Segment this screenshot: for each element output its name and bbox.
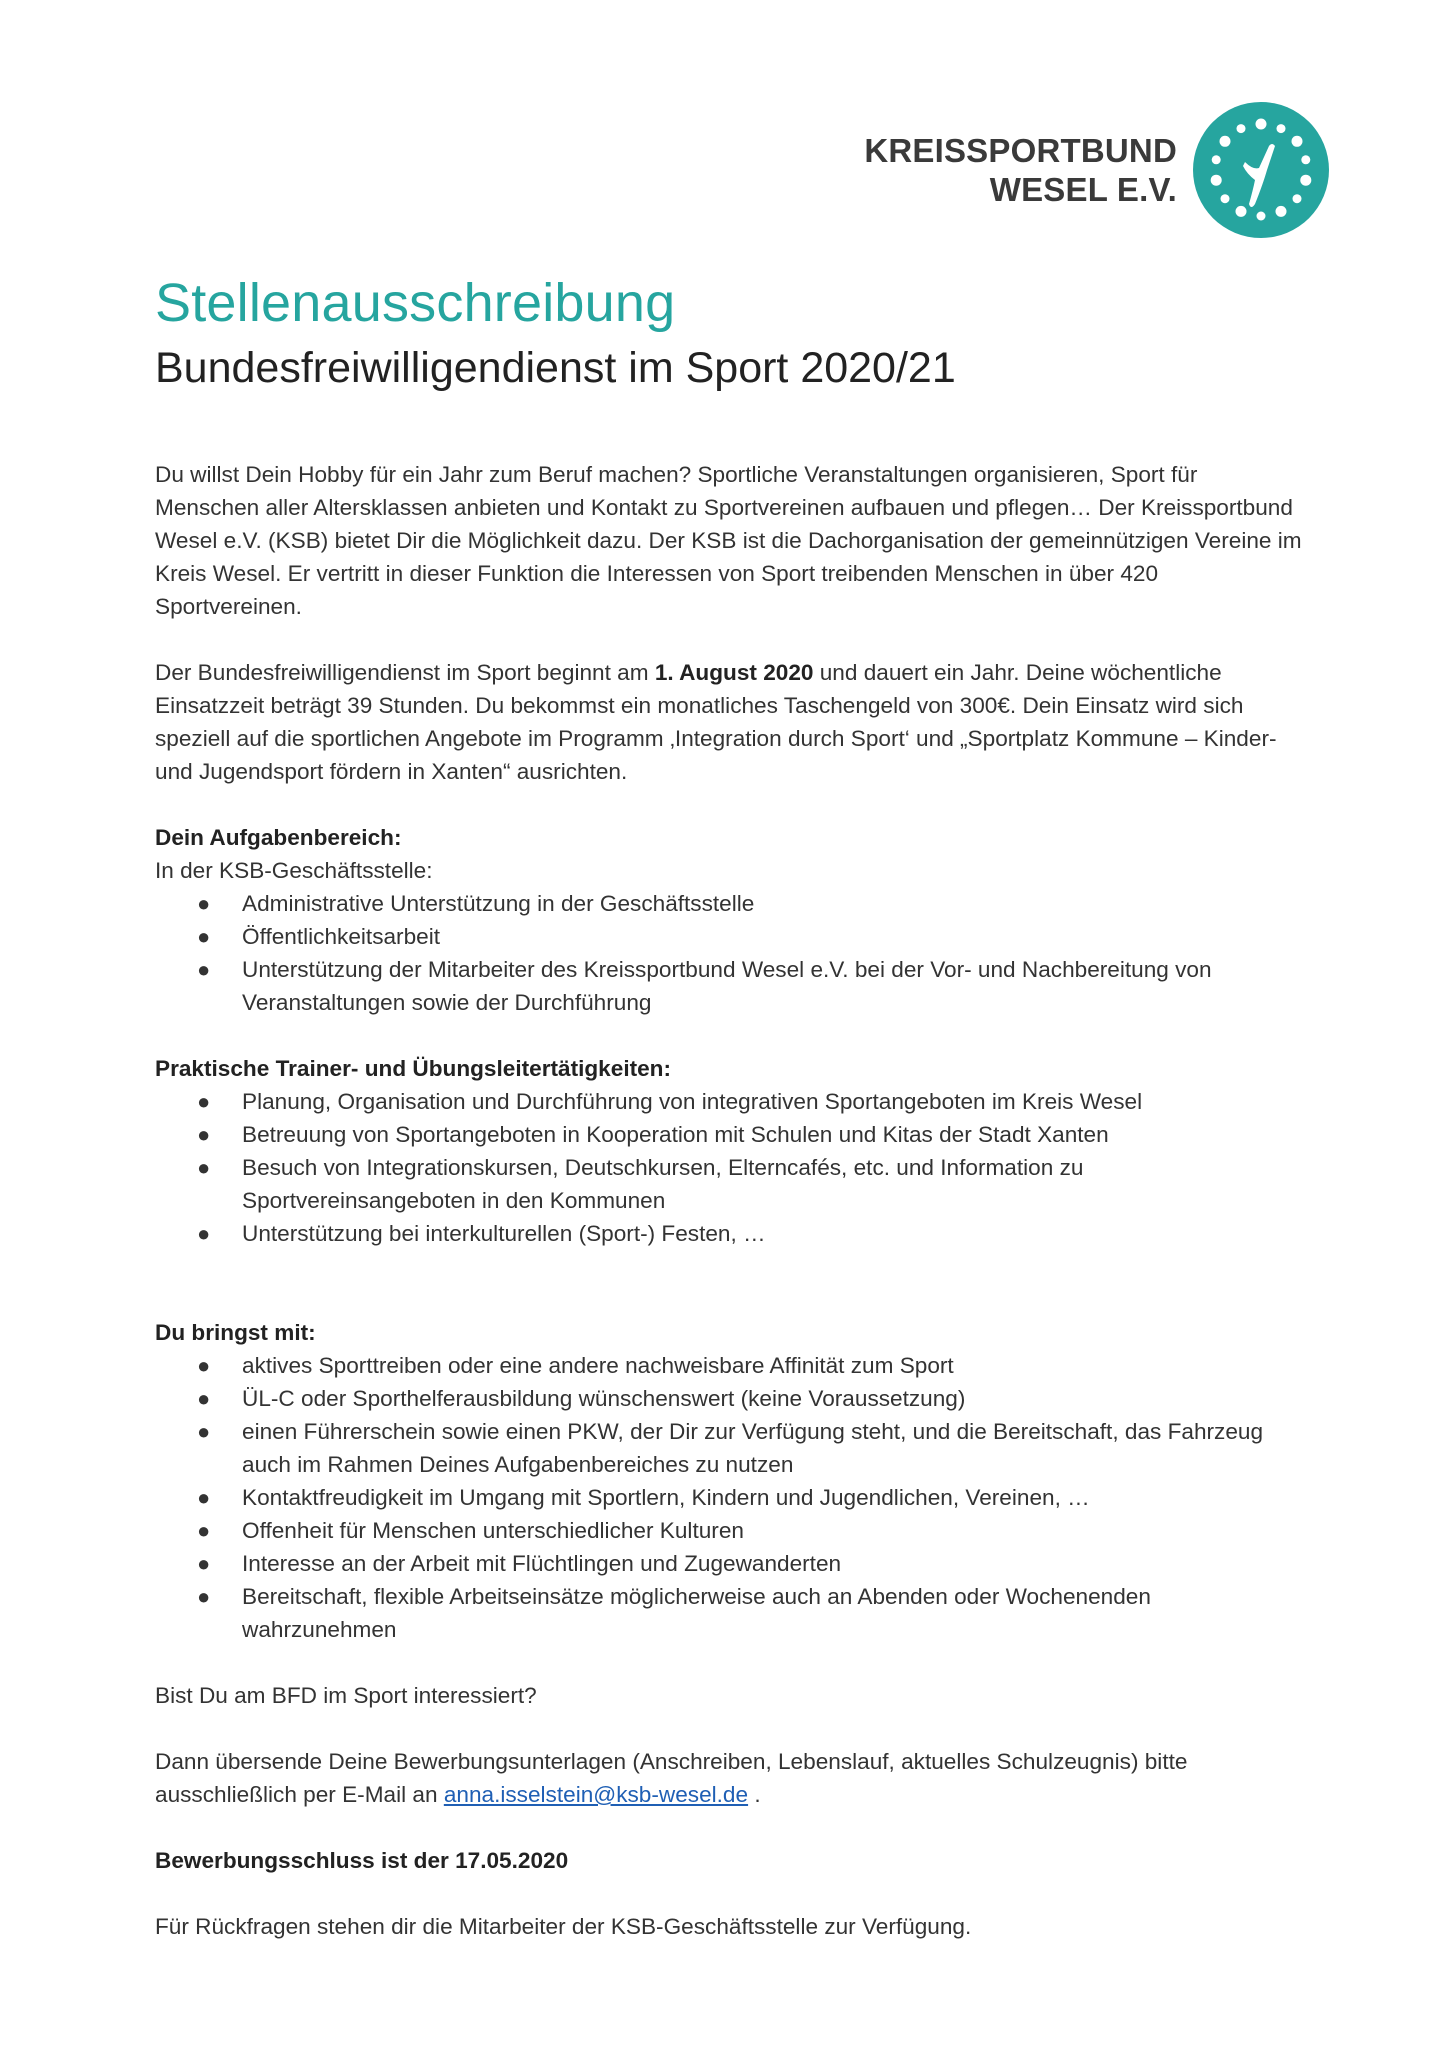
logo-dot xyxy=(1301,155,1310,164)
list-item: ● Administrative Unterstützung in der Geschäftsstelle xyxy=(155,887,1305,920)
trainer-heading: Praktische Trainer- und Übungsleitertätigkeiten: xyxy=(155,1056,672,1081)
logo-dot xyxy=(1277,124,1286,133)
email-link[interactable]: anna.isselstein@ksb-wesel.de xyxy=(443,1782,749,1807)
tasks-list xyxy=(155,887,1305,1019)
bullet-icon: ● xyxy=(197,1518,211,1543)
bullet-icon: ● xyxy=(197,1353,211,1378)
list-item: ● ÜL-C oder Sporthelferausbildung wünschenswert (keine Voraussetzung) xyxy=(155,1382,1305,1415)
logo-dot xyxy=(1256,119,1267,130)
logo-dot xyxy=(1237,124,1246,133)
bullet-icon: ● xyxy=(197,1419,211,1444)
bullet-icon: ● xyxy=(197,1155,211,1180)
bullet-icon: ● xyxy=(197,1089,211,1114)
list-item: ● Unterstützung bei interkulturellen (Sport-) Festen, … xyxy=(155,1217,1305,1250)
bullet-icon: ● xyxy=(197,924,211,949)
list-item: ● Besuch von Integrationskursen, Deutschkursen, Elterncafés, etc. und Information zu Sportvereinsangeboten in den Kommunen xyxy=(155,1151,1305,1217)
list-item: ● Interesse an der Arbeit mit Flüchtlingen und Zugewanderten xyxy=(155,1547,1305,1580)
intro-paragraph: Du willst Dein Hobby für ein Jahr zum Beruf machen? Sportliche Veranstaltungen organisieren, Sport für Menschen aller Altersklassen anbieten und Kontakt zu Sportvereinen aufbauen und pflegen… Der Kreissportbund Wesel e.V. (KSB) bietet Dir die Möglichkeit dazu. Der KSB ist die Dachorganisation der gemeinnützigen Vereine im Kreis Wesel. Er vertritt in dieser Funktion die Interessen von Sport treibenden Menschen in über 420 Sportvereinen. xyxy=(155,462,1302,619)
bullet-icon: ● xyxy=(197,1386,211,1411)
logo-line-2: WESEL E.V. xyxy=(989,171,1177,208)
logo-wordmark xyxy=(864,131,1177,209)
bullet-icon: ● xyxy=(197,1485,211,1510)
logo-dot xyxy=(1220,136,1231,147)
list-item: ● Offenheit für Menschen unterschiedlicher Kulturen xyxy=(155,1514,1305,1547)
logo-dot xyxy=(1221,194,1230,203)
logo-emblem-icon xyxy=(1193,102,1329,238)
page-subtitle: Bundesfreiwilligendienst im Sport 2020/21 xyxy=(155,344,956,392)
bullet-icon: ● xyxy=(197,1122,211,1147)
list-item: ● Bereitschaft, flexible Arbeitseinsätze möglicherweise auch an Abenden oder Wochenenden wahrzunehmen xyxy=(155,1580,1305,1646)
logo-dot xyxy=(1257,212,1266,221)
list-item: ● Unterstützung der Mitarbeiter des Kreissportbund Wesel e.V. bei der Vor- und Nachbereitung von Veranstaltungen sowie der Durchführung xyxy=(155,953,1305,1019)
bring-list xyxy=(155,1349,1305,1646)
tasks-subheading: In der KSB-Geschäftsstelle: xyxy=(155,858,433,883)
logo-dot xyxy=(1236,206,1247,217)
ksb-logo xyxy=(864,102,1329,238)
application-text: Dann übersende Deine Bewerbungsunterlagen (Anschreiben, Lebenslauf, aktuelles Schulzeugnis) bitte ausschließlich per E-Mail an xyxy=(155,1749,1188,1807)
logo-dot xyxy=(1292,136,1303,147)
bullet-icon: ● xyxy=(197,1551,211,1576)
service-text-end: und dauert ein Jahr. Deine wöchentliche Einsatzzeit beträgt 39 Stunden. Du bekommst ein monatliches Taschengeld von 300€. Dein Einsatz wird sich speziell auf die sportlichen Angebote im Programm ‚Integration durch Sport‘ und „Sportplatz Kommune – Kinder- und Jugendsport fördern in Xanten“ ausrichten. xyxy=(155,660,1277,784)
list-item: ● Betreuung von Sportangeboten in Kooperation mit Schulen und Kitas der Stadt Xanten xyxy=(155,1118,1305,1151)
interest-question: Bist Du am BFD im Sport interessiert? xyxy=(155,1683,537,1708)
list-item: ● Öffentlichkeitsarbeit xyxy=(155,920,1305,953)
logo-dot xyxy=(1211,175,1222,186)
start-date: 1. August 2020 xyxy=(654,660,814,685)
logo-dot xyxy=(1293,194,1302,203)
bullet-icon: ● xyxy=(197,1221,211,1246)
deadline-text: Bewerbungsschluss ist der 17.05.2020 xyxy=(155,1848,569,1873)
bullet-icon: ● xyxy=(197,957,211,982)
service-paragraph xyxy=(155,656,1305,788)
document-body xyxy=(155,458,1305,1943)
application-paragraph xyxy=(155,1745,1305,1811)
bullet-icon: ● xyxy=(197,891,211,916)
logo-dot xyxy=(1276,206,1287,217)
list-item: ● Kontaktfreudigkeit im Umgang mit Sportlern, Kindern und Jugendlichen, Vereinen, … xyxy=(155,1481,1305,1514)
bring-heading: Du bringst mit: xyxy=(155,1320,316,1345)
list-item: ● einen Führerschein sowie einen PKW, der Dir zur Verfügung steht, und die Bereitschaft, das Fahrzeug auch im Rahmen Deines Aufgabenbereiches zu nutzen xyxy=(155,1415,1305,1481)
tasks-heading: Dein Aufgabenbereich: xyxy=(155,825,402,850)
service-text-start: Der Bundesfreiwilligendienst im Sport beginnt am xyxy=(155,660,655,685)
page-title: Stellenausschreibung xyxy=(155,273,676,333)
logo-dot xyxy=(1212,155,1221,164)
list-item: ● Planung, Organisation und Durchführung von integrativen Sportangeboten im Kreis Wesel xyxy=(155,1085,1305,1118)
logo-dot xyxy=(1300,175,1311,186)
application-text-end: . xyxy=(748,1782,761,1807)
list-item: ● aktives Sporttreiben oder eine andere nachweisbare Affinität zum Sport xyxy=(155,1349,1305,1382)
logo-line-1: KREISSPORTBUND xyxy=(864,132,1177,169)
trainer-list xyxy=(155,1085,1305,1250)
bullet-icon: ● xyxy=(197,1584,211,1609)
contact-text: Für Rückfragen stehen dir die Mitarbeiter der KSB-Geschäftsstelle zur Verfügung. xyxy=(155,1914,972,1939)
